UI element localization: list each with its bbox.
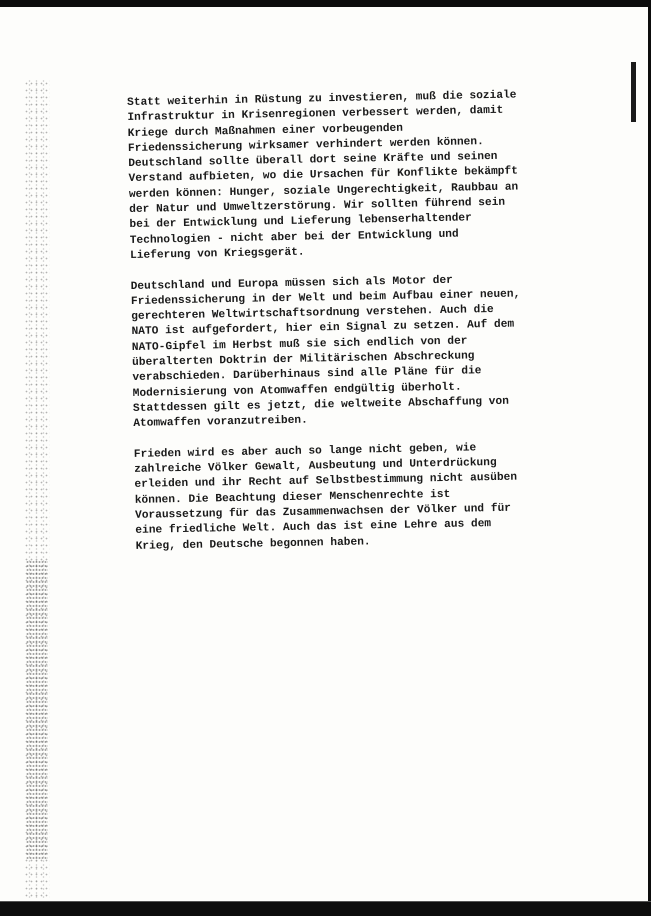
text-line: Verstand aufbieten, wo die Ursachen für Konflikte bekämpft	[128, 165, 519, 186]
body-text	[127, 88, 576, 571]
paragraph-1	[127, 88, 570, 265]
text-line: eine friedliche Welt. Auch das ist eine Lehre aus dem	[135, 518, 492, 538]
paragraph-2	[131, 271, 574, 432]
paragraph-3	[134, 439, 576, 555]
text-line: Atomwaffen voranzutreiben.	[133, 414, 308, 431]
text-line: Deutschland und Europa müssen sich als Motor der	[130, 274, 453, 293]
text-line: Modernisierung von Atomwaffen endgültig überholt.	[132, 381, 462, 400]
text-line: bei der Entwicklung und Lieferung lebenserhaltender	[129, 212, 472, 232]
text-line: erleiden und ihr Recht auf Selbstbestimmung nicht ausüben	[134, 472, 518, 492]
text-line: NATO ist aufgefordert, hier ein Signal zu setzen. Auf dem	[131, 319, 515, 339]
text-line: werden können: Hunger, soziale Ungerechtigkeit, Raubbau an	[128, 181, 519, 201]
text-line: gerechteren Weltwirtschaftsordnung verstehen. Auch die	[131, 304, 494, 324]
text-line: Frieden wird es aber auch so lange nicht geben, wie	[133, 442, 477, 461]
text-line: Voraussetzung für das Zusammenwachsen der Völker und für	[134, 502, 512, 522]
text-line: der Natur und Umweltzerstörung. Wir sollten führend sein	[129, 196, 506, 217]
text-line: können. Die Beachtung dieser Menschenrechte ist	[134, 488, 451, 507]
text-line: Statt weiterhin in Rüstung zu investieren, muß die soziale	[127, 89, 517, 109]
scan-border-notch	[631, 62, 636, 122]
scan-noise-strip-dense	[26, 560, 48, 860]
text-line: Technologien - nicht aber bei der Entwicklung und	[129, 228, 459, 247]
text-line: verabschieden. Darüberhinaus sind alle Pläne für die	[132, 365, 482, 385]
text-line: Lieferung von Kriegsgerät.	[129, 246, 305, 262]
text-line: Friedenssicherung in der Welt und beim Aufbau einer neuen,	[130, 288, 521, 308]
text-line: Stattdessen gilt es jetzt, die weltweite Abschaffung von	[132, 395, 510, 415]
text-line: Kriege durch Maßnahmen einer vorbeugenden	[127, 122, 404, 140]
scan-border-top	[0, 0, 651, 7]
text-line: Krieg, den Deutsche begonnen haben.	[135, 536, 371, 553]
text-line: NATO-Gipfel im Herbst muß sie sich endlich von der	[131, 335, 468, 354]
scan-border-bottom	[0, 902, 651, 916]
text-line: zahlreiche Völker Gewalt, Ausbeutung und Unterdrückung	[134, 457, 497, 477]
text-line: überalterten Doktrin der Militärischen Abschreckung	[132, 350, 475, 369]
text-line: Friedenssicherung wirksamer verhindert werden können.	[127, 136, 484, 155]
text-line: Infrastruktur in Krisenregionen verbessert werden, damit	[127, 105, 504, 125]
text-line: Deutschland sollte überall dort seine Kräfte und seinen	[128, 151, 498, 171]
